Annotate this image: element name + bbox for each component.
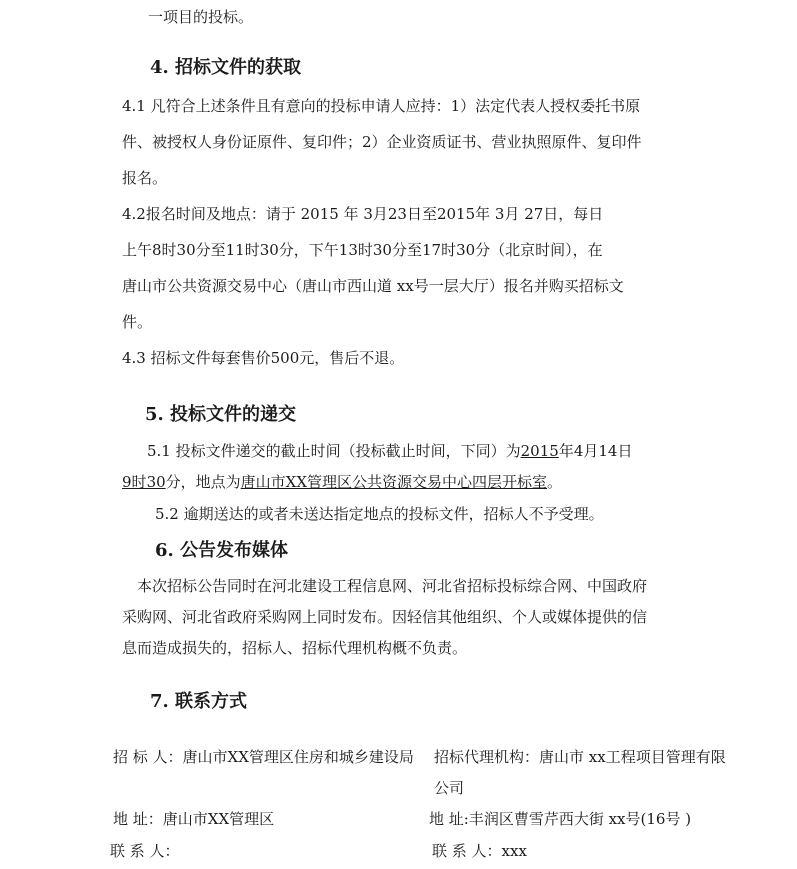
section-4-1-line-1: 4.1 凡符合上述条件且有意向的投标申请人应持：1）法定代表人授权委托书原: [122, 97, 641, 115]
section-4-2-line-3: 唐山市公共资源交易中心（唐山市西山道 xx号一层大厅）报名并购买招标文: [122, 277, 624, 295]
agency-label: 招标代理机构：: [434, 748, 540, 766]
deadline-year: 2015: [520, 442, 559, 460]
section-4-2-line-1: 4.2报名时间及地点：请于 2015 年 3月23日至2015年 3月 27日，每日: [122, 205, 604, 223]
intro-line: 一项目的投标。: [148, 8, 254, 26]
section-5-1-text-e: 。: [547, 473, 563, 491]
address-left: 地 址：唐山市XX管理区: [113, 810, 275, 828]
section-4-1-line-3: 报名。: [122, 169, 168, 187]
contact-left: 联 系 人：: [110, 842, 180, 860]
section-5-1-line-1: [147, 441, 632, 461]
agency-line-2: 公司: [434, 779, 465, 797]
section-6-line-1: 本次招标公告同时在河北建设工程信息网、河北省招标投标综合网、中国政府: [137, 577, 648, 595]
section-7-heading: 7. 联系方式: [150, 691, 248, 712]
tenderer-label: 招 标 人：: [113, 748, 183, 766]
section-6-line-3: 息而造成损失的，招标人、招标代理机构概不负责。: [122, 639, 468, 657]
deadline-minute: 30: [146, 473, 166, 491]
tenderer-line: [113, 747, 414, 767]
section-5-2-line: 5.2 逾期送达的或者未送达指定地点的投标文件，招标人不予受理。: [155, 505, 604, 523]
contact-right: 联 系 人：xxx: [432, 842, 527, 860]
agency-value: 唐山市 xx工程项目管理有限: [539, 748, 726, 766]
address-right: 地 址:丰润区曹雪芹西大街 xx号(16号 ): [429, 810, 692, 828]
section-5-1-line-2: [122, 472, 562, 492]
section-5-1-text-b: 年4月14日: [558, 442, 633, 460]
section-4-1-line-2: 件、被授权人身份证原件、复印件；2）企业资质证书、营业执照原件、复印件: [122, 133, 642, 151]
section-6-heading: 6. 公告发布媒体: [155, 540, 289, 561]
section-5-1-text-d: 分，地点为: [165, 473, 241, 491]
section-4-2-line-2: 上午8时30分至11时30分，下午13时30分至17时30分（北京时间），在: [122, 241, 603, 259]
section-6-line-2: 采购网、河北省政府采购网上同时发布。因轻信其他组织、个人或媒体提供的信: [122, 608, 648, 626]
section-4-2-line-4: 件。: [122, 313, 153, 331]
tenderer-value: 唐山市XX管理区住房和城乡建设局: [182, 748, 414, 766]
section-5-1-text-c: 时: [131, 473, 147, 491]
section-5-heading: 5. 投标文件的递交: [145, 404, 297, 425]
section-4-heading: 4. 招标文件的获取: [150, 57, 302, 78]
section-5-1-text-a: 5.1 投标文件递交的截止时间（投标截止时间，下同）为: [147, 442, 521, 460]
agency-line-1: [434, 747, 726, 767]
section-4-3-line: 4.3 招标文件每套售价500元，售后不退。: [122, 349, 405, 367]
deadline-hour: 9: [122, 473, 132, 491]
submission-location: 唐山市XX管理区公共资源交易中心四层开标室: [240, 473, 548, 491]
